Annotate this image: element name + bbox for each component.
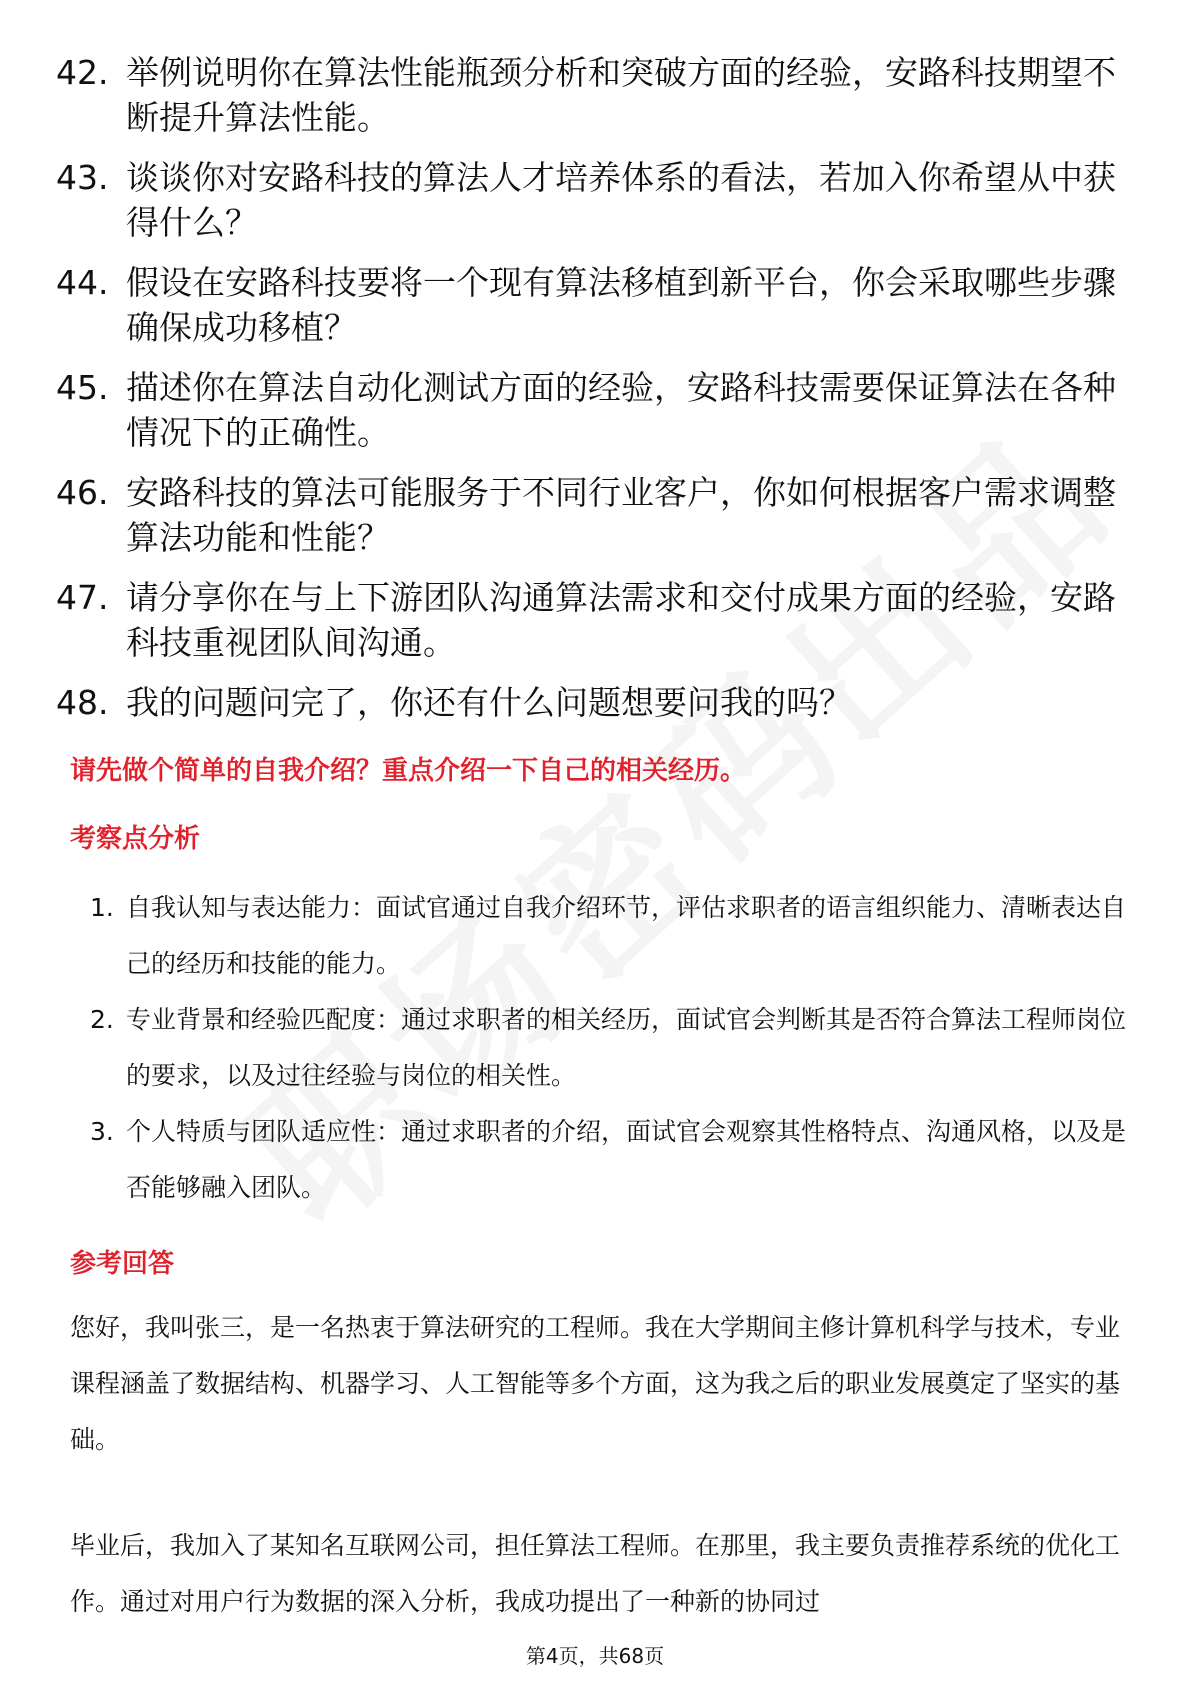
list-item [56,365,1136,455]
list-item [56,260,1136,350]
list-item [90,1104,1130,1216]
analysis-heading: 考察点分析 [70,824,201,854]
question-number: 45. [56,368,109,407]
list-item [56,470,1136,560]
question-text: 描述你在算法自动化测试方面的经验，安路科技需要保证算法在各种情况下的正确性。 [126,368,1116,452]
question-text: 假设在安路科技要将一个现有算法移植到新平台，你会采取哪些步骤确保成功移植？ [126,263,1116,347]
list-item [90,880,1130,992]
analysis-number: 3. [90,1117,114,1146]
analysis-text: 个人特质与团队适应性：通过求职者的介绍，面试官会观察其性格特点、沟通风格，以及是否能够融入团队。 [126,1117,1127,1202]
question-text: 请分享你在与上下游团队沟通算法需求和交付成果方面的经验，安路科技重视团队间沟通。 [126,578,1116,662]
question-number: 48. [56,683,109,722]
list-item [56,155,1136,245]
analysis-list [90,880,1130,1216]
featured-question: 请先做个简单的自我介绍？重点介绍一下自己的相关经历。 [70,756,747,786]
question-number: 44. [56,263,109,302]
analysis-text: 自我认知与表达能力：面试官通过自我介绍环节，评估求职者的语言组织能力、清晰表达自己的经历和技能的能力。 [126,893,1127,978]
question-number: 47. [56,578,109,617]
list-item [56,575,1136,665]
question-text: 安路科技的算法可能服务于不同行业客户，你如何根据客户需求调整算法功能和性能？ [126,473,1116,557]
analysis-text: 专业背景和经验匹配度：通过求职者的相关经历，面试官会判断其是否符合算法工程师岗位的要求，以及过往经验与岗位的相关性。 [126,1005,1127,1090]
list-item [90,992,1130,1104]
analysis-number: 1. [90,893,114,922]
question-text: 举例说明你在算法性能瓶颈分析和突破方面的经验，安路科技期望不断提升算法性能。 [126,53,1116,137]
question-text: 我的问题问完了，你还有什么问题想要问我的吗？ [126,683,852,722]
answer-paragraph: 毕业后，我加入了某知名互联网公司，担任算法工程师。在那里，我主要负责推荐系统的优化工作。通过对用户行为数据的深入分析，我成功提出了一种新的协同过 [70,1531,1121,1616]
answer-paragraph: 您好，我叫张三，是一名热衷于算法研究的工程师。我在大学期间主修计算机科学与技术，专业课程涵盖了数据结构、机器学习、人工智能等多个方面，这为我之后的职业发展奠定了坚实的基础。 [70,1313,1121,1454]
analysis-number: 2. [90,1005,114,1034]
question-text: 谈谈你对安路科技的算法人才培养体系的看法，若加入你希望从中获得什么？ [126,158,1116,242]
list-item [56,50,1136,140]
question-number: 42. [56,53,109,92]
list-item [56,680,1136,725]
page-number: 第4页，共68页 [525,1644,665,1668]
answer-heading: 参考回答 [70,1249,175,1279]
question-number: 43. [56,158,109,197]
question-list [56,50,1136,740]
question-number: 46. [56,473,109,512]
